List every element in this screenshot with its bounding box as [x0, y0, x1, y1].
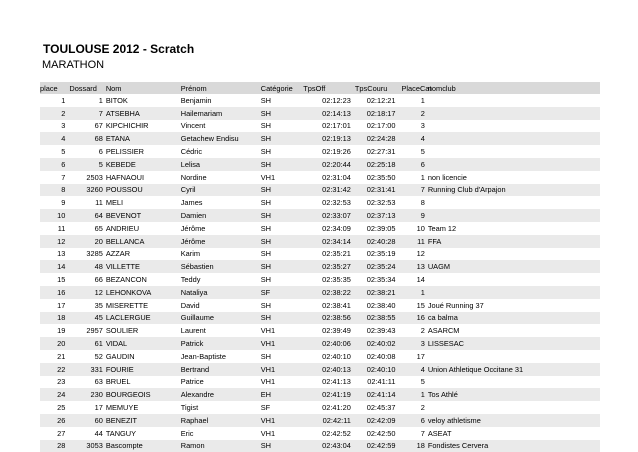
cell-nomclub	[428, 248, 600, 261]
cell-dossard: 5	[98, 159, 103, 169]
cell-categorie: SH	[260, 236, 272, 246]
cell-dossard: 17	[94, 403, 103, 413]
cell-dossard: 64	[94, 211, 103, 221]
cell-nom: BEVENOT	[105, 211, 142, 221]
cell-nomclub	[428, 145, 600, 158]
cell-prenom: Getachew Endisu	[180, 134, 239, 144]
cell-prenom: Jean-Baptiste	[180, 351, 226, 361]
cell-tpscouru: 02:27:31	[366, 147, 396, 157]
cell-place: 10	[57, 211, 66, 221]
cell-nomclub: Running Club d'Arpajon	[427, 185, 506, 195]
table-row	[40, 248, 600, 261]
cell-categorie: VH1	[260, 428, 276, 438]
cell-categorie: SH	[260, 313, 272, 323]
cell-place: 20	[57, 339, 66, 349]
cell-nom: KIPCHICHIR	[105, 121, 149, 131]
cell-placecat: 12	[416, 249, 425, 259]
cell-nomclub: ca balma	[427, 313, 458, 323]
cell-categorie: SH	[260, 198, 272, 208]
cell-placecat: 9	[420, 211, 425, 221]
cell-nom: ETANA	[105, 134, 130, 144]
cell-placecat: 6	[420, 415, 425, 425]
cell-place: 28	[57, 441, 66, 451]
table-row	[40, 196, 600, 209]
cell-tpsoff: 02:42:11	[322, 415, 351, 425]
cell-nomclub	[428, 158, 600, 171]
cell-nom: ANDRIEU	[105, 223, 140, 233]
cell-dossard: 68	[94, 134, 103, 144]
header-nomclub: nomclub	[427, 83, 456, 93]
table-row	[40, 94, 600, 107]
cell-placecat: 4	[420, 134, 425, 144]
cell-nomclub	[428, 94, 600, 107]
cell-place: 19	[57, 326, 66, 336]
cell-prenom: Tigist	[180, 403, 199, 413]
cell-dossard: 1	[98, 95, 103, 105]
cell-nomclub: Union Athletique Occitane 31	[427, 364, 524, 374]
cell-nom: LACLERGUE	[105, 313, 151, 323]
cell-tpsoff: 02:12:23	[322, 95, 351, 105]
cell-nom: GAUDIN	[105, 351, 135, 361]
cell-tpscouru: 02:40:08	[366, 351, 396, 361]
table-row	[40, 145, 600, 158]
cell-categorie: SH	[260, 351, 272, 361]
cell-nom: AZZAR	[105, 249, 131, 259]
cell-tpsoff: 02:41:20	[322, 403, 351, 413]
cell-place: 16	[57, 287, 66, 297]
table-row	[40, 299, 600, 312]
table-row	[40, 388, 600, 401]
cell-nom: MEMUYE	[105, 403, 139, 413]
cell-tpsoff: 02:35:35	[322, 275, 351, 285]
cell-placecat: 6	[420, 159, 425, 169]
cell-tpsoff: 02:35:21	[322, 249, 351, 259]
cell-dossard: 7	[98, 108, 103, 118]
cell-nom: LEHONKOVA	[105, 287, 152, 297]
table-row	[40, 260, 600, 273]
cell-nomclub: LISSESAC	[427, 339, 464, 349]
cell-nom: Bascompte	[105, 441, 143, 451]
cell-tpsoff: 02:40:10	[322, 351, 351, 361]
cell-tpscouru: 02:39:43	[366, 326, 396, 336]
cell-categorie: VH1	[260, 415, 276, 425]
cell-nom: MELI	[105, 198, 124, 208]
cell-placecat: 18	[416, 441, 425, 451]
table-row	[40, 132, 600, 145]
cell-categorie: SH	[260, 249, 272, 259]
cell-place: 15	[57, 275, 66, 285]
cell-categorie: SH	[260, 159, 272, 169]
cell-tpsoff: 02:41:13	[322, 377, 351, 387]
cell-nom: BOURGEOIS	[105, 390, 151, 400]
cell-tpsoff: 02:14:13	[322, 108, 351, 118]
cell-dossard: 63	[94, 377, 103, 387]
cell-tpsoff: 02:40:06	[322, 339, 351, 349]
cell-nomclub: Joué Running 37	[427, 300, 484, 310]
cell-placecat: 13	[416, 262, 425, 272]
cell-prenom: Ramon	[180, 441, 205, 451]
cell-prenom: Hailemariam	[180, 108, 223, 118]
cell-tpscouru: 02:18:17	[366, 108, 396, 118]
cell-dossard: 35	[94, 300, 103, 310]
cell-placecat: 17	[416, 351, 425, 361]
cell-placecat: 1	[420, 95, 425, 105]
cell-place: 26	[57, 415, 66, 425]
cell-tpscouru: 02:41:14	[366, 390, 396, 400]
cell-place: 12	[57, 236, 66, 246]
cell-tpsoff: 02:17:01	[322, 121, 351, 131]
cell-nomclub: ASEAT	[427, 428, 452, 438]
cell-place: 4	[61, 134, 66, 144]
cell-placecat: 1	[420, 390, 425, 400]
cell-nom: VIDAL	[105, 339, 128, 349]
header-placecat: PlaceCat	[401, 83, 432, 93]
cell-tpsoff: 02:40:13	[322, 364, 351, 374]
cell-tpsoff: 02:35:27	[322, 262, 351, 272]
cell-prenom: Vincent	[180, 121, 206, 131]
cell-tpscouru: 02:41:11	[367, 377, 396, 387]
cell-tpscouru: 02:42:59	[366, 441, 396, 451]
cell-tpscouru: 02:35:19	[366, 249, 396, 259]
cell-categorie: SF	[260, 403, 271, 413]
cell-tpsoff: 02:19:26	[322, 147, 351, 157]
cell-dossard: 65	[94, 223, 103, 233]
document-title: TOULOUSE 2012 - Scratch	[43, 42, 195, 56]
cell-tpsoff: 02:42:52	[322, 428, 351, 438]
cell-place: 8	[61, 185, 66, 195]
cell-tpscouru: 02:32:53	[366, 198, 396, 208]
cell-tpsoff: 02:34:09	[322, 223, 351, 233]
cell-tpsoff: 02:38:56	[322, 313, 351, 323]
cell-prenom: Patrick	[180, 339, 204, 349]
table-row	[40, 158, 600, 171]
cell-place: 23	[57, 377, 66, 387]
cell-placecat: 2	[420, 108, 425, 118]
cell-place: 24	[57, 390, 66, 400]
cell-place: 1	[61, 95, 66, 105]
header-prenom: Prénom	[180, 83, 207, 93]
cell-placecat: 4	[420, 364, 425, 374]
cell-dossard: 2957	[86, 326, 103, 336]
cell-tpscouru: 02:38:55	[366, 313, 396, 323]
table-row	[40, 107, 600, 120]
cell-nomclub	[428, 350, 600, 363]
cell-placecat: 11	[417, 236, 425, 246]
cell-nomclub	[428, 120, 600, 133]
table-row	[40, 235, 600, 248]
cell-nomclub	[428, 273, 600, 286]
cell-place: 2	[61, 108, 66, 118]
table-row	[40, 376, 600, 389]
cell-nomclub: veloy athletisme	[427, 415, 481, 425]
header-nom: Nom	[105, 83, 122, 93]
cell-tpsoff: 02:31:04	[322, 172, 351, 182]
table-row	[40, 337, 600, 350]
cell-tpscouru: 02:42:50	[366, 428, 396, 438]
cell-nomclub: ASARCM	[427, 326, 460, 336]
cell-tpsoff: 02:41:19	[322, 390, 351, 400]
cell-placecat: 3	[420, 121, 425, 131]
cell-tpscouru: 02:38:21	[366, 287, 396, 297]
cell-placecat: 10	[416, 223, 425, 233]
cell-placecat: 1	[420, 172, 425, 182]
cell-tpscouru: 02:35:50	[366, 172, 396, 182]
cell-categorie: VH1	[260, 377, 276, 387]
cell-nomclub	[428, 196, 600, 209]
cell-place: 17	[57, 300, 66, 310]
cell-prenom: Guillaume	[180, 313, 215, 323]
cell-placecat: 2	[420, 326, 425, 336]
cell-tpsoff: 02:38:41	[322, 300, 351, 310]
cell-dossard: 11	[95, 198, 103, 208]
table-header	[40, 82, 600, 94]
cell-dossard: 12	[94, 287, 103, 297]
cell-nom: BEZANCON	[105, 275, 147, 285]
cell-place: 11	[57, 223, 66, 233]
cell-dossard: 3053	[86, 441, 103, 451]
cell-placecat: 14	[416, 275, 425, 285]
cell-placecat: 7	[420, 185, 425, 195]
cell-prenom: Jérôme	[180, 236, 206, 246]
cell-prenom: Bertrand	[180, 364, 210, 374]
cell-place: 6	[61, 159, 66, 169]
cell-tpsoff: 02:32:53	[322, 198, 351, 208]
cell-categorie: SH	[260, 95, 272, 105]
cell-tpscouru: 02:42:09	[366, 415, 396, 425]
cell-categorie: SH	[260, 211, 272, 221]
cell-dossard: 230	[90, 390, 103, 400]
cell-nom: TANGUY	[105, 428, 137, 438]
cell-nomclub	[428, 132, 600, 145]
cell-tpscouru: 02:39:05	[366, 223, 396, 233]
cell-nom: BELLANCA	[105, 236, 145, 246]
cell-tpsoff: 02:39:49	[322, 326, 351, 336]
cell-placecat: 3	[420, 339, 425, 349]
cell-prenom: David	[180, 300, 200, 310]
table-row	[40, 184, 600, 197]
cell-prenom: Eric	[180, 428, 194, 438]
cell-categorie: SH	[260, 108, 272, 118]
cell-categorie: SH	[260, 147, 272, 157]
cell-nom: SOULIER	[105, 326, 139, 336]
cell-prenom: Alexandre	[180, 390, 215, 400]
cell-categorie: EH	[260, 390, 272, 400]
cell-placecat: 2	[420, 403, 425, 413]
cell-tpscouru: 02:35:24	[366, 262, 396, 272]
cell-nom: KEBEDE	[105, 159, 136, 169]
cell-prenom: Damien	[180, 211, 207, 221]
header-categorie: Catégorie	[260, 83, 293, 93]
cell-dossard: 67	[94, 121, 103, 131]
cell-tpscouru: 02:12:21	[366, 95, 396, 105]
cell-nom: HAFNAOUI	[105, 172, 144, 182]
cell-tpscouru: 02:31:41	[366, 185, 396, 195]
cell-tpsoff: 02:43:04	[322, 441, 351, 451]
cell-categorie: SH	[260, 441, 272, 451]
cell-nom: MISERETTE	[105, 300, 149, 310]
cell-tpsoff: 02:38:22	[322, 287, 351, 297]
cell-placecat: 7	[420, 428, 425, 438]
cell-dossard: 331	[90, 364, 103, 374]
results-table	[40, 82, 600, 452]
cell-nomclub: FFA	[427, 236, 442, 246]
cell-prenom: Laurent	[180, 326, 206, 336]
cell-dossard: 48	[94, 262, 103, 272]
cell-dossard: 3285	[86, 249, 103, 259]
cell-nom: BRUEL	[105, 377, 131, 387]
cell-nom: FOURIE	[105, 364, 134, 374]
cell-categorie: SH	[260, 275, 272, 285]
cell-categorie: SH	[260, 134, 272, 144]
cell-dossard: 66	[94, 275, 103, 285]
cell-prenom: Teddy	[180, 275, 201, 285]
cell-placecat: 16	[416, 313, 425, 323]
cell-tpscouru: 02:35:34	[366, 275, 396, 285]
cell-categorie: SH	[260, 185, 272, 195]
cell-categorie: SF	[260, 287, 271, 297]
cell-nomclub	[428, 376, 600, 389]
cell-place: 18	[57, 313, 66, 323]
cell-place: 5	[61, 147, 66, 157]
cell-tpsoff: 02:20:44	[322, 159, 351, 169]
cell-categorie: SH	[260, 121, 272, 131]
cell-prenom: James	[180, 198, 203, 208]
cell-tpsoff: 02:33:07	[322, 211, 351, 221]
cell-nom: ATSEBHA	[105, 108, 140, 118]
cell-nom: PELISSIER	[105, 147, 145, 157]
cell-nom: BITOK	[105, 95, 128, 105]
table-row	[40, 120, 600, 133]
table-row	[40, 312, 600, 325]
table-row	[40, 427, 600, 440]
cell-tpscouru: 02:40:28	[366, 236, 396, 246]
cell-categorie: VH1	[260, 172, 276, 182]
cell-dossard: 6	[98, 147, 103, 157]
cell-dossard: 61	[94, 339, 103, 349]
cell-place: 9	[61, 198, 66, 208]
cell-place: 25	[57, 403, 66, 413]
header-tpsoff: TpsOff	[303, 83, 326, 93]
cell-dossard: 44	[94, 428, 103, 438]
cell-tpsoff: 02:31:42	[322, 185, 351, 195]
cell-tpscouru: 02:45:37	[366, 403, 396, 413]
cell-dossard: 3260	[86, 185, 103, 195]
cell-prenom: Cyril	[180, 185, 196, 195]
table-row	[40, 440, 600, 452]
table-row	[40, 286, 600, 299]
cell-prenom: Lelisa	[180, 159, 201, 169]
cell-place: 13	[57, 249, 66, 259]
cell-tpscouru: 02:25:18	[366, 159, 396, 169]
header-place: place	[40, 83, 58, 93]
cell-tpsoff: 02:34:14	[322, 236, 351, 246]
cell-tpscouru: 02:24:28	[366, 134, 396, 144]
cell-tpscouru: 02:40:02	[366, 339, 396, 349]
cell-place: 27	[57, 428, 66, 438]
cell-prenom: Nordine	[180, 172, 207, 182]
cell-nom: VILLETTE	[105, 262, 140, 272]
header-dossard: Dossard	[69, 83, 97, 93]
cell-dossard: 20	[94, 236, 103, 246]
cell-place: 21	[57, 351, 66, 361]
cell-nomclub	[428, 107, 600, 120]
cell-categorie: VH1	[260, 326, 276, 336]
cell-nomclub: Team 12	[427, 223, 457, 233]
cell-dossard: 2503	[86, 172, 103, 182]
table-row	[40, 273, 600, 286]
cell-tpscouru: 02:40:10	[366, 364, 396, 374]
cell-place: 7	[61, 172, 66, 182]
cell-nomclub	[428, 286, 600, 299]
table-row	[40, 222, 600, 235]
cell-prenom: Cédric	[180, 147, 203, 157]
cell-nomclub: non licencie	[427, 172, 467, 182]
cell-dossard: 60	[94, 415, 103, 425]
cell-prenom: Jérôme	[180, 223, 206, 233]
cell-placecat: 1	[420, 287, 425, 297]
table-row	[40, 363, 600, 376]
document-subtitle: MARATHON	[42, 59, 105, 71]
table-row	[40, 324, 600, 337]
cell-place: 3	[61, 121, 66, 131]
cell-nomclub: UAGM	[427, 262, 450, 272]
cell-prenom: Raphael	[180, 415, 209, 425]
cell-categorie: VH1	[260, 339, 276, 349]
cell-prenom: Benjamin	[180, 95, 212, 105]
cell-prenom: Patrice	[180, 377, 204, 387]
cell-placecat: 8	[420, 198, 425, 208]
cell-placecat: 5	[420, 147, 425, 157]
table-body	[40, 94, 600, 452]
header-tpscouru: TpsCouru	[354, 83, 388, 93]
cell-nomclub: Fondistes Cervera	[427, 441, 489, 451]
cell-nom: POUSSOU	[105, 185, 143, 195]
cell-prenom: Karim	[180, 249, 201, 259]
cell-dossard: 45	[94, 313, 103, 323]
table-row	[40, 401, 600, 414]
table-row	[40, 414, 600, 427]
cell-tpscouru: 02:37:13	[366, 211, 396, 221]
cell-place: 14	[57, 262, 66, 272]
cell-categorie: VH1	[260, 364, 276, 374]
cell-nomclub	[428, 401, 600, 414]
cell-nomclub	[428, 209, 600, 222]
table-row	[40, 171, 600, 184]
table-row	[40, 209, 600, 222]
cell-prenom: Sébastien	[180, 262, 214, 272]
cell-categorie: SH	[260, 262, 272, 272]
cell-categorie: SH	[260, 300, 272, 310]
header-row	[40, 82, 600, 94]
cell-tpsoff: 02:19:13	[322, 134, 351, 144]
cell-place: 22	[57, 364, 66, 374]
cell-dossard: 52	[94, 351, 103, 361]
cell-placecat: 5	[420, 377, 425, 387]
table-row	[40, 350, 600, 363]
cell-tpscouru: 02:17:00	[366, 121, 396, 131]
cell-categorie: SH	[260, 223, 272, 233]
cell-placecat: 15	[416, 300, 425, 310]
cell-nomclub: Tos Athlé	[427, 390, 458, 400]
cell-nom: BENEZIT	[105, 415, 138, 425]
cell-tpscouru: 02:38:40	[366, 300, 396, 310]
cell-prenom: Nataliya	[180, 287, 208, 297]
